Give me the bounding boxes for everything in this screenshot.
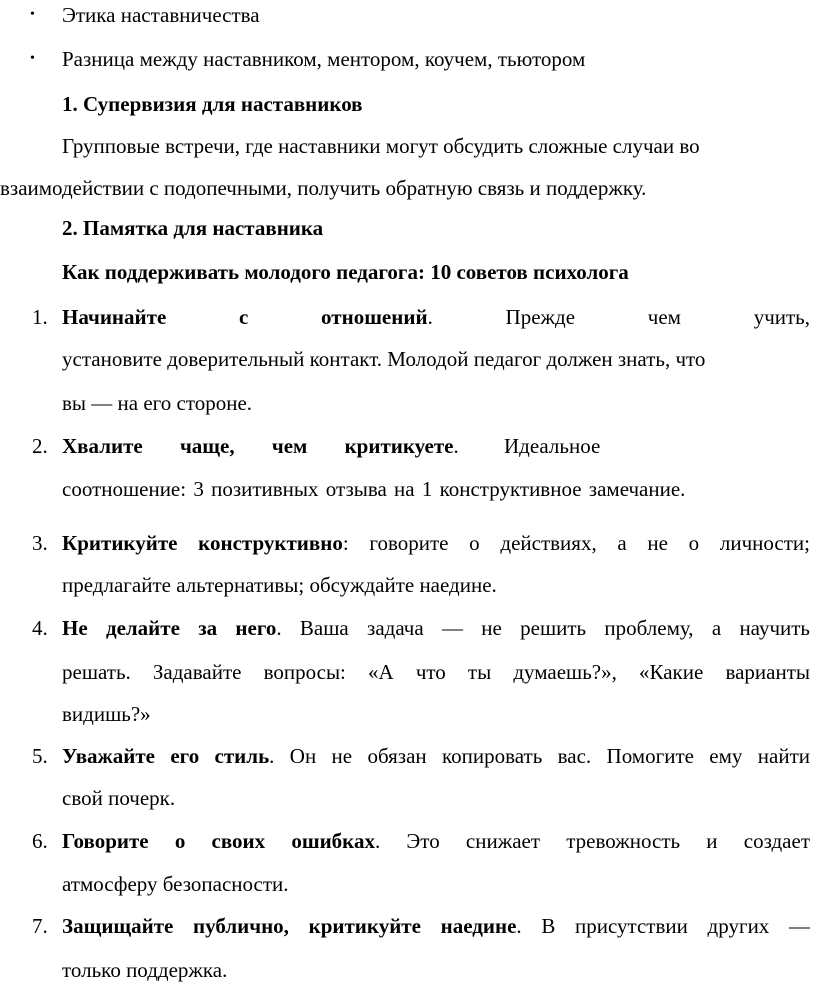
tip-4-line3: видишь?» [62, 702, 151, 726]
paragraph-line: Групповые встречи, где наставники могут обсудить сложные случаи во [62, 134, 700, 158]
tip-number: 4. [32, 616, 48, 640]
tip-7-line2: только поддержка. [62, 958, 228, 982]
tip-1-line2: установите доверительный контакт. Молодой педагог должен знать, что [62, 347, 706, 371]
tip-4-line1: Не делайте за него. Ваша задача — не решить проблему, а научить [62, 616, 810, 640]
tip-number: 6. [32, 829, 48, 853]
bullet-item-roles: Разница между наставником, ментором, коучем, тьютором [62, 47, 586, 71]
tip-7-line1: Защищайте публично, критикуйте наедине. В присутствии других — [62, 914, 810, 938]
tip-2-line2: соотношение: 3 позитивных отзыва на 1 конструктивное замечание. [62, 477, 686, 501]
tip-4-line2: решать. Задавайте вопросы: «А что ты думаешь?», «Какие варианты [62, 660, 810, 684]
tip-5-line1: Уважайте его стиль. Он не обязан копировать вас. Помогите ему найти [62, 744, 810, 768]
tip-3-line2: предлагайте альтернативы; обсуждайте наедине. [62, 573, 497, 597]
tip-number: 2. [32, 434, 48, 458]
section-heading-supervision: 1. Супервизия для наставников [62, 92, 363, 116]
tip-number: 3. [32, 531, 48, 555]
tip-6-line1: Говорите о своих ошибках. Это снижает тревожность и создает [62, 829, 810, 853]
tip-1-line3: вы — на его стороне. [62, 391, 253, 415]
bullet-marker: • [30, 51, 35, 66]
bullet-marker: • [30, 7, 35, 22]
bullet-item-ethics: Этика наставничества [62, 3, 260, 27]
tip-2-line1: Хвалите чаще, чем критикуете. Идеальное [62, 434, 601, 458]
tip-3-line1: Критикуйте конструктивно: говорите о действиях, а не о личности; [62, 531, 810, 555]
section-heading-memo: 2. Памятка для наставника [62, 216, 324, 240]
tip-number: 7. [32, 914, 48, 938]
tip-5-line2: свой почерк. [62, 786, 176, 810]
tip-number: 5. [32, 744, 48, 768]
paragraph-line: взаимодействии с подопечными, получить обратную связь и поддержку. [0, 176, 647, 200]
tip-6-line2: атмосферу безопасности. [62, 872, 289, 896]
tip-number: 1. [32, 305, 48, 329]
tip-1-line1: Начинайте с отношений. Прежде чем учить, [62, 305, 810, 329]
subheading-tips: Как поддерживать молодого педагога: 10 советов психолога [62, 260, 629, 284]
